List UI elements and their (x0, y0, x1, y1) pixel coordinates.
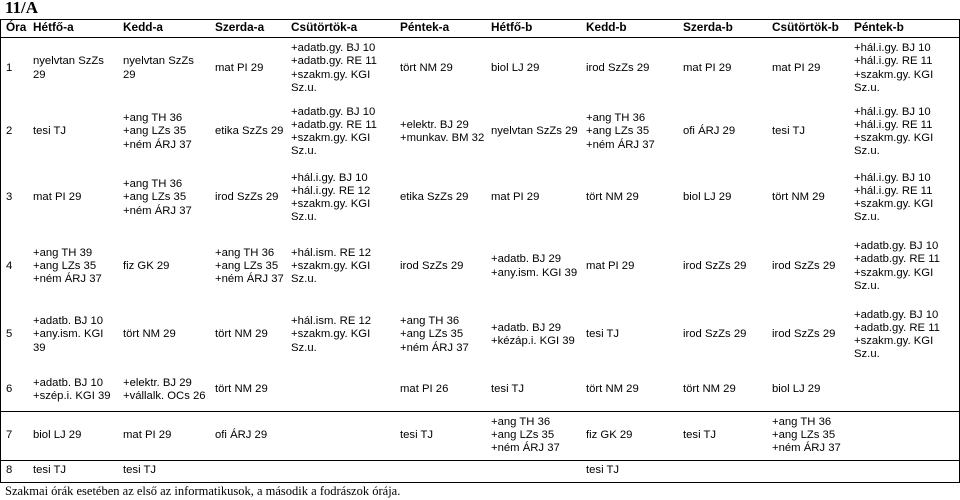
table-cell: mat PI 29 (215, 61, 264, 74)
table-cell: fiz GK 29 (123, 259, 170, 272)
table-cell: +ang TH 36 +ang LZs 35 +ném ÁRJ 37 (400, 315, 469, 354)
table-cell: etika SzZs 29 (400, 191, 469, 204)
table-cell: mat PI 29 (33, 191, 82, 204)
table-cell: mat PI 26 (400, 383, 449, 396)
table-cell: mat PI 29 (123, 428, 172, 441)
row-number: 4 (6, 259, 13, 272)
table-cell: irod SzZs 29 (586, 61, 650, 74)
table-cell: +adatb. BJ 10 +any.ism. KGI 39 (33, 315, 104, 354)
table-cell: biol LJ 29 (683, 191, 732, 204)
footnote: Szakmai órák esetében az első az informatikusok, a második a fodrászok órája. (5, 484, 401, 498)
table-cell: nyelvtan SzZs 29 (491, 125, 578, 138)
table-rule (0, 460, 960, 461)
table-cell: +ang TH 36 +ang LZs 35 +ném ÁRJ 37 (586, 112, 655, 151)
table-cell: irod SzZs 29 (683, 328, 747, 341)
table-cell: irod SzZs 29 (683, 259, 747, 272)
table-cell: +ang TH 36 +ang LZs 35 +ném ÁRJ 37 (123, 112, 192, 151)
row-number: 1 (6, 61, 13, 74)
row-number: 3 (6, 191, 13, 204)
table-cell: irod SzZs 29 (772, 328, 836, 341)
table-rule (0, 37, 960, 38)
table-cell: +adatb.gy. BJ 10 +adatb.gy. RE 11 +szakm.gy. KGI Sz.u. (854, 308, 940, 361)
table-cell: +adatb. BJ 10 +szép.i. KGI 39 (33, 376, 111, 402)
table-cell: mat PI 29 (772, 61, 821, 74)
row-number: 7 (6, 428, 13, 441)
table-cell: tesi TJ (33, 125, 67, 138)
table-rule (0, 19, 960, 20)
table-cell: +ang TH 39 +ang LZs 35 +ném ÁRJ 37 (33, 246, 102, 286)
header-cell: Csütörtök-a (291, 20, 358, 35)
table-rule (0, 411, 960, 412)
table-cell: mat PI 29 (683, 61, 732, 74)
header-cell: Kedd-a (123, 20, 163, 35)
table-cell: tört NM 29 (215, 383, 268, 396)
table-cell: irod SzZs 29 (215, 191, 279, 204)
table-cell: +ang TH 36 +ang LZs 35 +ném ÁRJ 37 (123, 178, 192, 217)
row-number: 2 (6, 125, 13, 138)
row-number: 6 (6, 383, 13, 396)
table-cell: etika SzZs 29 (215, 125, 284, 138)
table-cell: biol LJ 29 (772, 383, 821, 396)
table-cell: +elektr. BJ 29 +vállalk. OCs 26 (123, 376, 206, 402)
table-cell: tesi TJ (586, 328, 620, 341)
header-cell: Csütörtök-b (772, 20, 839, 35)
table-rule (0, 482, 960, 483)
table-cell: tesi TJ (683, 428, 717, 441)
table-cell: ofi ÁRJ 29 (215, 428, 268, 441)
table-cell: +adatb. BJ 29 +kézáp.i. KGI 39 (491, 321, 575, 347)
header-cell: Kedd-b (586, 20, 627, 35)
row-number: 5 (6, 328, 13, 341)
table-cell: +hál.i.gy. BJ 10 +hál.i.gy. RE 11 +szakm.gy. KGI Sz.u. (854, 105, 934, 158)
table-cell: tesi TJ (33, 464, 67, 477)
table-cell: +ang TH 36 +ang LZs 35 +ném ÁRJ 37 (215, 246, 284, 286)
table-cell: nyelvtan SzZs 29 (123, 55, 194, 81)
table-cell: tesi TJ (491, 383, 525, 396)
table-cell: +hál.i.gy. BJ 10 +hál.i.gy. RE 12 +szakm.gy. KGI Sz.u. (291, 171, 371, 224)
table-cell: tört NM 29 (586, 383, 639, 396)
table-cell: +hál.i.gy. BJ 10 +hál.i.gy. RE 11 +szakm.gy. KGI Sz.u. (854, 42, 934, 94)
table-cell: biol LJ 29 (491, 61, 540, 74)
table-cell: tesi TJ (123, 464, 157, 477)
table-cell: mat PI 29 (586, 259, 635, 272)
table-cell: tört NM 29 (772, 191, 825, 204)
table-rule (0, 19, 1, 482)
table-cell: +adatb. BJ 29 +any.ism. KGI 39 (491, 253, 578, 279)
table-cell: +hál.ism. RE 12 +szakm.gy. KGI Sz.u. (291, 315, 372, 354)
table-cell: fiz GK 29 (586, 428, 633, 441)
table-cell: tört NM 29 (215, 328, 268, 341)
header-cell: Hétfő-a (33, 20, 74, 35)
table-cell: nyelvtan SzZs 29 (33, 55, 104, 81)
table-cell: tört NM 29 (586, 191, 639, 204)
table-cell: tesi TJ (772, 125, 806, 138)
header-cell: Péntek-b (854, 20, 904, 35)
table-cell: ofi ÁRJ 29 (683, 125, 736, 138)
header-cell: Hétfő-b (491, 20, 533, 35)
table-cell: +hál.ism. RE 12 +szakm.gy. KGI Sz.u. (291, 246, 372, 286)
table-cell: +hál.i.gy. BJ 10 +hál.i.gy. RE 11 +szakm.gy. KGI Sz.u. (854, 171, 934, 224)
table-cell: tört NM 29 (123, 328, 176, 341)
page-title: 11/A (5, 0, 39, 17)
table-cell: biol LJ 29 (33, 428, 82, 441)
header-cell: Óra (6, 20, 27, 35)
table-cell: +adatb.gy. BJ 10 +adatb.gy. RE 11 +szakm.gy. KGI Sz.u. (291, 42, 377, 94)
header-cell: Szerda-a (215, 20, 265, 35)
table-cell: irod SzZs 29 (772, 259, 836, 272)
table-cell: mat PI 29 (491, 191, 540, 204)
table-cell: +elektr. BJ 29 +munkav. BM 32 (400, 118, 485, 144)
table-cell: tört NM 29 (400, 61, 453, 74)
table-cell: +ang TH 36 +ang LZs 35 +ném ÁRJ 37 (491, 415, 560, 455)
header-cell: Szerda-b (683, 20, 733, 35)
table-cell: tesi TJ (586, 464, 620, 477)
row-number: 8 (6, 464, 13, 477)
table-cell: tesi TJ (400, 428, 434, 441)
header-cell: Péntek-a (400, 20, 450, 35)
table-cell: irod SzZs 29 (400, 259, 464, 272)
table-cell: +ang TH 36 +ang LZs 35 +ném ÁRJ 37 (772, 415, 841, 455)
table-cell: +adatb.gy. BJ 10 +adatb.gy. RE 11 +szakm.gy. KGI Sz.u. (291, 105, 377, 158)
table-cell: tört NM 29 (683, 383, 736, 396)
table-cell: +adatb.gy. BJ 10 +adatb.gy. RE 11 +szakm.gy. KGI Sz.u. (854, 240, 940, 292)
